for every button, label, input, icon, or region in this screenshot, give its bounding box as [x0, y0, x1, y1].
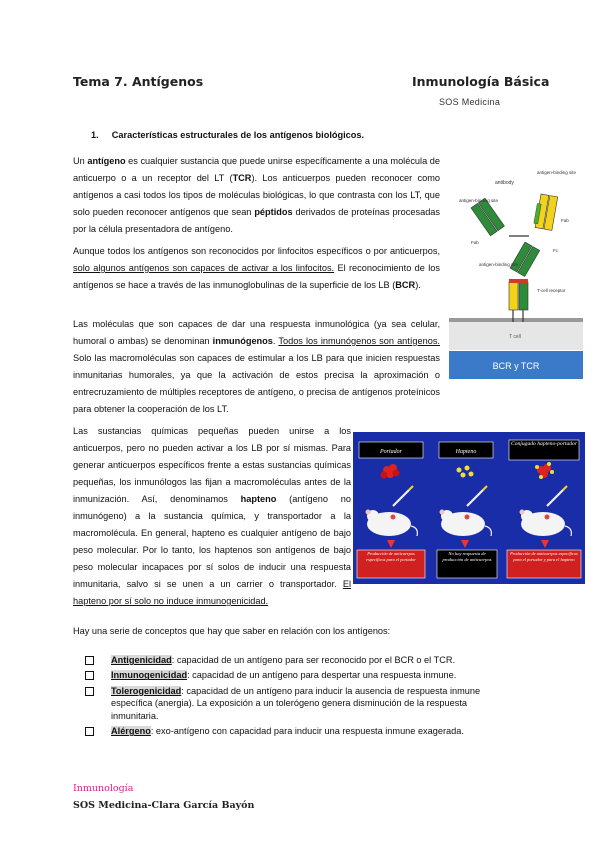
hapten-diagram — [353, 432, 585, 584]
panel-result-portador: Producción de anticuerpos específicos para el portador — [366, 551, 416, 562]
label-fab-right: Fab — [561, 218, 569, 223]
label-antibody: antibody — [495, 180, 514, 186]
concept-term: Antigenicidad — [111, 655, 172, 665]
concept-text: : capacidad de un antígeno para despertar una respuesta inmune. — [187, 670, 457, 681]
panel-portador — [357, 442, 425, 578]
panel-result-conjugado: Producción de anticuerpos específicos para el portador y para el hapteno — [510, 551, 578, 562]
checkbox-icon — [85, 727, 94, 736]
concepts-list — [85, 654, 505, 740]
section-heading — [91, 130, 364, 140]
list-item — [85, 685, 505, 722]
list-item — [85, 654, 505, 666]
concept-text: : capacidad de un antígeno para inducir la ausencia de respuesta inmune específica (anergia). La exposición a un tolerógeno genera disminución de la respuesta inmunitaria. — [111, 685, 481, 721]
label-antigen-site-mid: antigen-binding site — [479, 262, 519, 267]
label-antigen-site-top: antigen-binding site — [537, 170, 577, 175]
paragraph-concepts-intro: Hay una serie de conceptos que hay que saber en relación con los antígenos: — [73, 626, 391, 636]
label-tcell: T cell — [509, 334, 521, 340]
section-title: Características estructurales de los antígenos biológicos. — [111, 130, 365, 140]
topic-title: Tema 7. Antígenos — [73, 74, 204, 89]
membrane-line — [449, 318, 583, 322]
list-item — [85, 725, 505, 737]
label-antigen-site-left: antigen-binding site — [459, 198, 499, 203]
checkbox-icon — [85, 687, 94, 696]
antibody-fab-left — [471, 198, 504, 236]
list-item — [85, 669, 505, 681]
label-fab-left: Fab — [471, 240, 479, 245]
concept-term: Tolerogenicidad — [111, 685, 182, 696]
paragraph-antigen-definition: Un antígeno es cualquier sustancia que puede unirse específicamente a una molécula de anticuerpo o a un receptor del LT (TCR). Los anticuerpos pueden reconocer como antígenos a casi todos los tipos de moléculas biológicas, lo que contrasta con los LT, que solo pueden reconocer antígenos que sean péptidos derivados de proteínas procesadas por la célula presentadora de antígeno. — [73, 156, 441, 234]
checkbox-icon — [85, 671, 94, 680]
bcr-tcr-diagram — [449, 166, 583, 379]
concept-term: Inmunogenicidad — [111, 670, 188, 681]
figure-caption: BCR y TCR — [492, 361, 540, 371]
paragraph-haptens: Las sustancias químicas pequeñas pueden unirse a los anticuerpos, pero no pueden activar a los LB por sí mismas. Para generar anticuerpos específicos frente a estas sustancias químicas pequeñas, los inmunólogos las fijan a macromoléculas antes de la inmunización. Así, denominamos hapteno (antígeno no inmunógeno) a la sustancia química, y transportador a la macromolécula. En general, hapteno es cualquier antígeno de bajo peso molecular. Por lo tanto, los haptenos son antígenos de bajo peso molecular incapaces por sí solos de inducir una respuesta inmunitaria, salvo si se unen a un carrier o transportador. El hapteno por sí solo no induce inmunogenicidad. — [73, 426, 351, 606]
panel-title-hapteno: Hapteno — [455, 449, 477, 455]
label-fc: Fc — [553, 248, 558, 253]
source-label: SOS Medicina — [439, 97, 501, 107]
course-title: Inmunología Básica — [412, 74, 550, 89]
paragraph-immunogens: Las moléculas que son capaces de dar una respuesta inmunológica (ya sea celular, humoral o ambas) se denominan inmunógenos. Todos los inmunógenos son antígenos. Solo las macromoléculas son capaces de estimular a los LB para que inicien respuestas inmunitarias humorales, ya que la activación de estos precisa la aproximación o entrecruzamiento de múltiples receptores de antígeno, o precisa de antígenos proteínicos para obtener la cooperación de los LT. — [73, 319, 440, 414]
panel-hapteno — [437, 442, 497, 578]
concept-text: : capacidad de un antígeno para ser reconocido por el BCR o el TCR. — [171, 655, 456, 665]
panel-conjugado — [507, 440, 581, 578]
paragraph-recognition: Aunque todos los antígenos son reconocidos por linfocitos específicos o por anticuerpos, solo algunos antígenos son capaces de activar a los linfocitos. El reconocimiento de los antígenos se hace a través de las inmunoglobulinas de la superficie de los LB (BCR). — [73, 246, 440, 290]
panel-title-conjugado: Conjugado hapteno-portador — [510, 441, 578, 447]
concept-term: Alérgeno — [111, 726, 151, 737]
footer-subject: Inmunología — [73, 783, 134, 794]
checkbox-icon — [85, 656, 94, 665]
concept-text: : exo-antígeno con capacidad para inducir una respuesta inmune exagerada. — [150, 726, 464, 737]
panel-title-portador: Portador — [379, 449, 403, 455]
antibody-fab-right — [533, 194, 558, 231]
footer-author: SOS Medicina-Clara García Bayón — [73, 800, 255, 811]
label-tcell-receptor: T-cell receptor — [537, 288, 566, 293]
panel-result-hapteno: No hay respuesta de producción de anticuerpos — [442, 551, 492, 562]
section-number: 1. — [91, 130, 99, 140]
antibody-fc — [510, 242, 540, 276]
figure-bcr-tcr — [449, 166, 583, 379]
figure-hapten-experiment — [353, 432, 585, 584]
tcr-receptor — [509, 279, 528, 322]
